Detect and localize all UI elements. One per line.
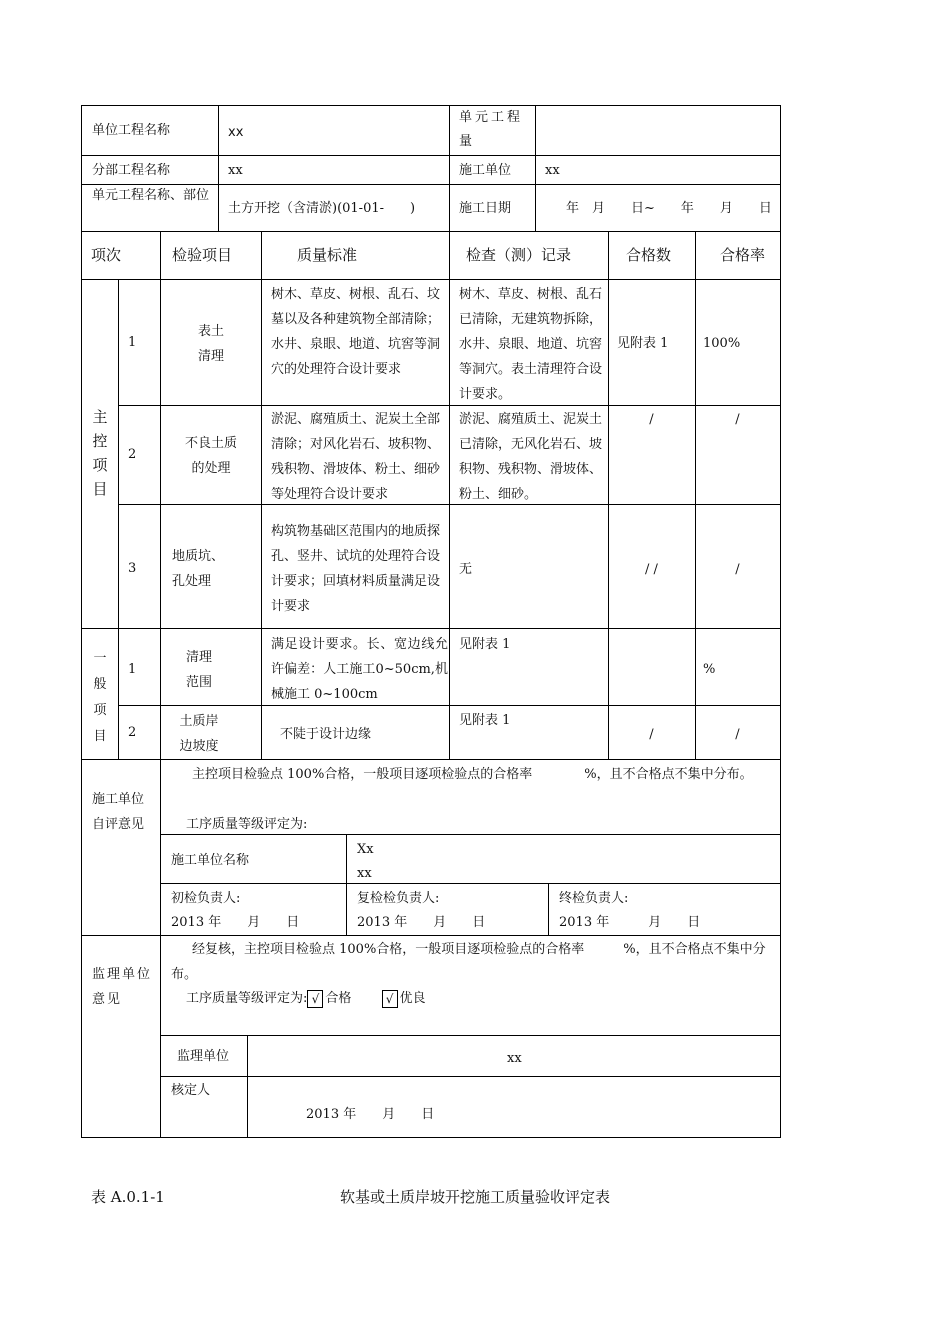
main-item-1-standard: 树木、草皮、树根、乱石、坟墓以及各种建筑物全部清除；水井、泉眼、地道、坑窖等洞穴的处理符合设计要求 [271,287,441,377]
qualified-checkbox[interactable]: √ [307,990,323,1008]
sub-project-value: xx [228,163,243,178]
col-header-no: 项次 [91,246,122,264]
main-item-2-count: / [649,412,654,427]
contractor-value: xx [545,163,560,178]
date-label: 施工日期 [459,201,512,216]
general-item-1-name: 清理 范围 [185,650,212,690]
supervision-grade: 工序质量等级评定为: √ 合格 √ 优良 [186,991,426,1006]
main-item-1-rate: 100% [703,336,741,351]
main-item-3-count: / / [645,562,658,577]
general-group-label: 一 般 项 目 [93,651,107,744]
main-item-3-no: 3 [128,561,137,576]
self-eval-grade: 工序质量等级评定为: [186,817,308,832]
self-eval-text: 主控项目检验点 100%合格，一般项目逐项检验点的合格率 %，且不合格点不集中分布。 [192,767,753,782]
main-item-1-count: 见附表 1 [617,336,669,351]
main-item-2-standard: 淤泥、腐殖质土、泥炭土全部清除；对风化岩石、坡积物、残积物、滑坡体、粉土、细砂等处理符合设计要求 [271,412,441,502]
general-item-2-no: 2 [128,725,137,740]
general-item-1-rate: % [703,662,716,677]
approver-date: 2013 年 月 日 [306,1107,435,1122]
second-check-date: 2013 年 月 日 [357,915,486,930]
general-item-2-record: 见附表 1 [459,713,511,728]
first-check-label: 初检负责人: [171,891,241,906]
supervision-label: 监理单位意见 [92,967,153,1007]
form-title: 软基或土质岸坡开挖施工质量验收评定表 [340,1188,611,1206]
first-check-date: 2013 年 月 日 [171,915,300,930]
table-number: 表 A.0.1-1 [91,1188,165,1206]
contractor-name-value-2: xx [357,866,372,881]
general-item-1-record: 见附表 1 [459,637,511,652]
general-item-2-name: 土质岸 边坡度 [179,714,219,754]
main-item-1-name: 表土 清理 [197,324,224,364]
date-value: 年 月 日~ 年 月 日 [566,201,772,216]
contractor-name-value-1: Xx [357,842,374,857]
main-group-label: 主 控 项 目 [92,408,108,498]
unit-project-label: 单位工程名称 [92,123,171,138]
element-name-label: 单元工程名称、部位 [92,188,210,203]
excellent-checkbox[interactable]: √ [382,990,398,1008]
col-header-count: 合格数 [626,246,672,264]
col-header-rate: 合格率 [720,246,766,264]
general-item-1-no: 1 [128,662,137,677]
general-item-1-standard: 满足设计要求。长、宽边线允许偏差：人工施工0~50cm,机械施工 0~100cm [271,637,448,702]
general-item-2-rate: / [735,727,740,742]
contractor-name-label: 施工单位名称 [171,853,250,868]
col-header-record: 检查（测）记录 [466,246,572,264]
final-check-label: 终检负责人: [559,891,629,906]
general-item-2-count: / [649,727,654,742]
col-header-item: 检验项目 [172,246,233,264]
main-item-3-name: 地质坑、 孔处理 [172,549,225,589]
main-item-2-name: 不良土质 的处理 [184,436,237,476]
element-quantity-label: 单元工程 量 [459,110,524,149]
main-item-3-standard: 构筑物基础区范围内的地质探孔、竖井、试坑的处理符合设计要求；回填材料质量满足设计要求 [271,524,441,614]
main-item-2-record: 淤泥、腐殖质土、泥炭土已清除，无风化岩石、坡积物、残积物、滑坡体、粉土、细砂。 [459,412,603,502]
col-header-standard: 质量标准 [297,246,358,264]
main-item-1-record: 树木、草皮、树根、乱石已清除，无建筑物拆除，水井、泉眼、地道、坑窖等洞穴。表土清理符合设计要求。 [459,287,603,402]
self-eval-label: 施工单位 自评意见 [92,792,145,832]
final-check-date: 2013 年 月 日 [559,915,701,930]
supervision-unit-value: xx [507,1051,522,1066]
main-item-1-no: 1 [128,335,137,350]
supervision-text: 经复核，主控项目检验点 100%合格，一般项目逐项检验点的合格率 %，且不合格点不集中分布。 [171,942,766,982]
contractor-label: 施工单位 [459,163,512,178]
general-item-2-standard: 不陡于设计边缘 [280,727,372,742]
main-item-2-no: 2 [128,447,137,462]
main-item-3-record: 无 [459,562,473,577]
approver-label: 核定人 [171,1083,211,1098]
sub-project-label: 分部工程名称 [92,163,171,178]
unit-project-value: xx [228,125,244,140]
second-check-label: 复检检负责人: [357,891,440,906]
supervision-unit-label: 监理单位 [177,1049,230,1064]
main-item-3-rate: / [735,562,740,577]
element-name-value: 土方开挖（含清淤)(01-01- ) [228,201,416,216]
main-item-2-rate: / [735,412,740,427]
